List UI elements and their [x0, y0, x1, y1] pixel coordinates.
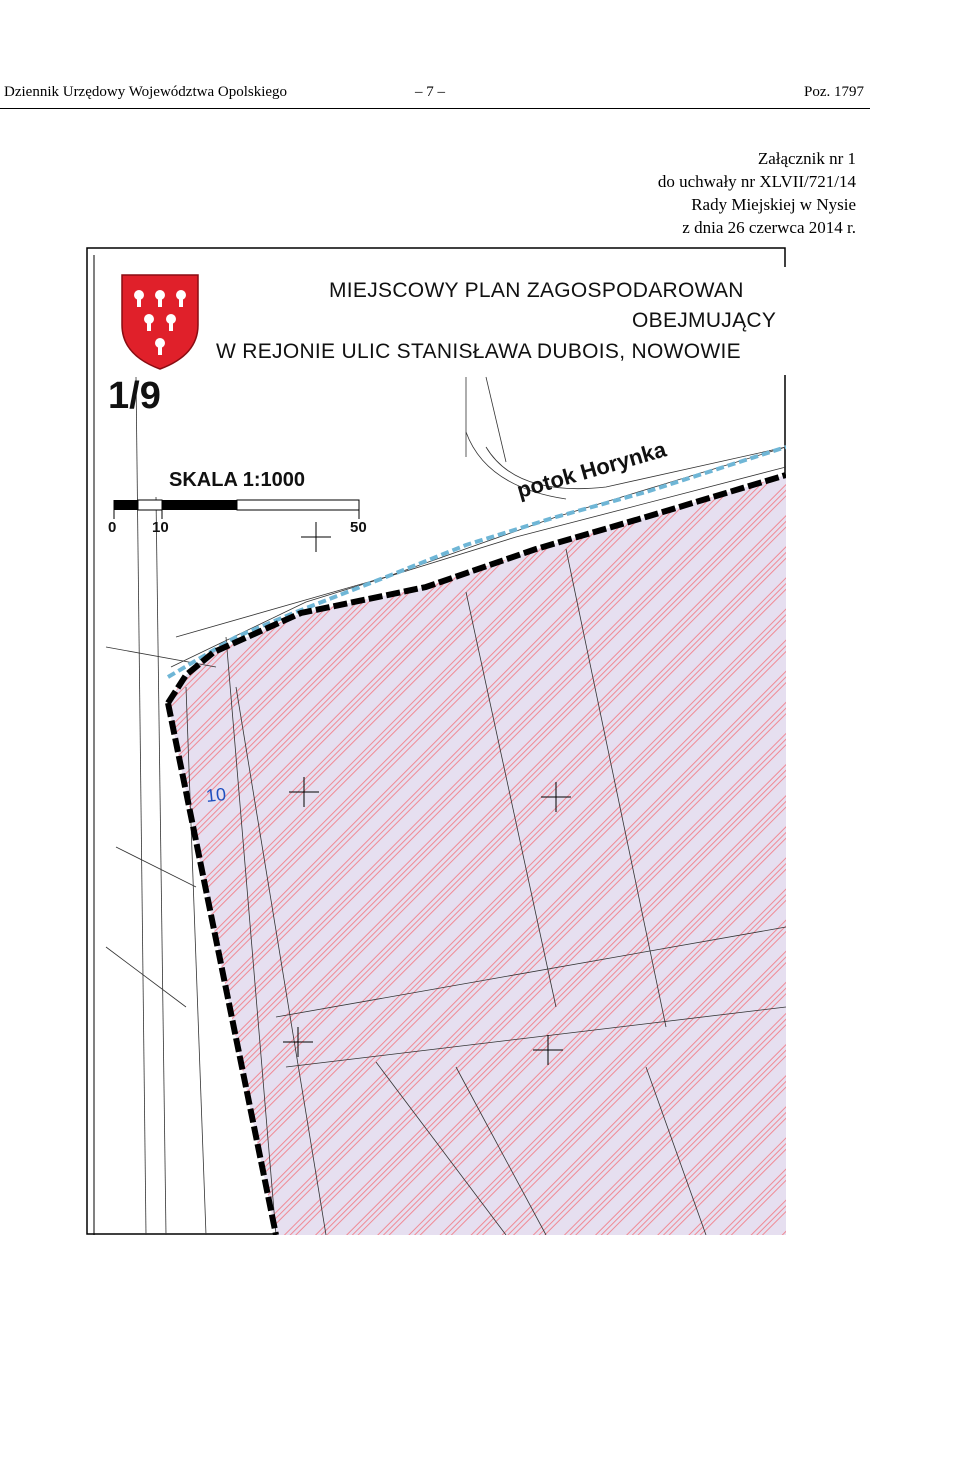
- position-number: Poz. 1797: [804, 84, 864, 100]
- stream-label: potok Horynka: [514, 436, 669, 504]
- scale-label: SKALA 1:1000: [169, 469, 305, 491]
- scale-tick-10: 10: [152, 519, 169, 536]
- sheet-number: 1/9: [108, 375, 161, 417]
- planning-area: [168, 475, 786, 1235]
- page-number: – 7 –: [415, 84, 445, 100]
- annex-heading: [658, 147, 856, 239]
- scale-tick-0: 0: [108, 519, 117, 536]
- annex-line-3: Rady Miejskiej w Nysie: [691, 195, 856, 214]
- journal-name: Dziennik Urzędowy Województwa Opolskiego: [4, 84, 288, 100]
- map-drawing: [86, 247, 786, 1235]
- coat-of-arms-icon: [122, 275, 198, 369]
- scale-bar: [114, 500, 359, 519]
- annex-line-1: Załącznik nr 1: [757, 149, 856, 168]
- map-title-line-2: OBEJMUJĄCY: [632, 309, 777, 332]
- annex-line-4: z dnia 26 czerwca 2014 r.: [682, 218, 856, 237]
- scale-tick-50: 50: [350, 519, 367, 536]
- map-title-line-3: W REJONIE ULIC STANISŁAWA DUBOIS, NOWOWIE: [216, 340, 741, 363]
- zoning-map: [86, 247, 786, 1235]
- map-title-line-1: MIEJSCOWY PLAN ZAGOSPODAROWAN: [329, 279, 744, 302]
- annex-line-2: do uchwały nr XLVII/721/14: [657, 172, 856, 191]
- page-header: [0, 84, 870, 110]
- header-rule: [0, 108, 870, 109]
- dimension-label: 10: [204, 784, 227, 806]
